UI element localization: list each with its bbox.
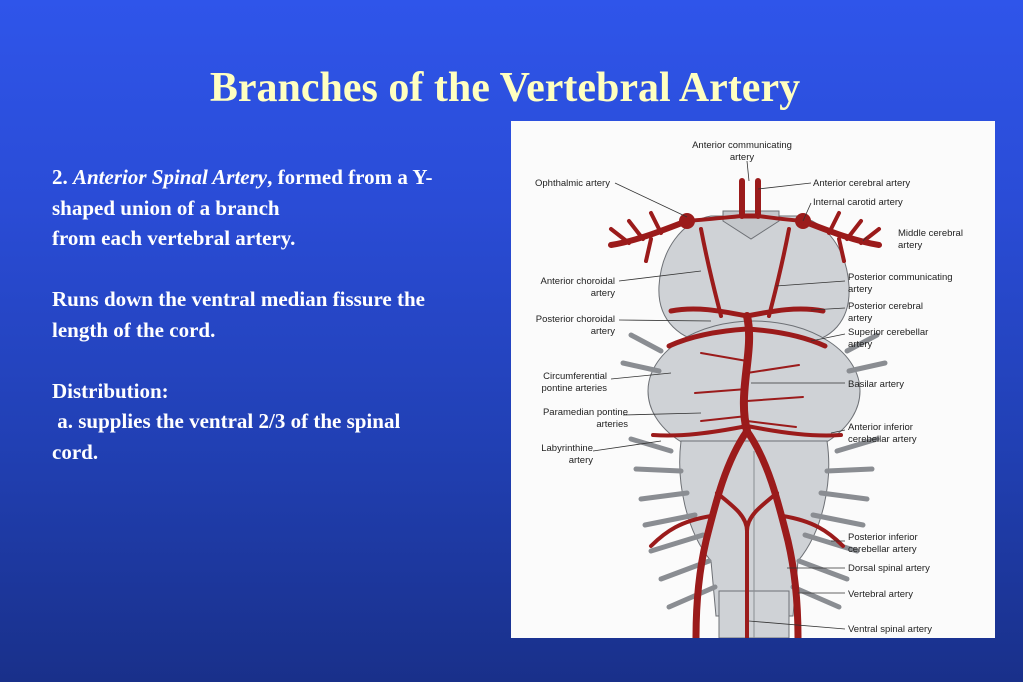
distribution-item-a-line-1: a. supplies the ventral 2/3 of the spinal [52, 409, 401, 433]
intro-line-3: from each vertebral artery. [52, 226, 296, 250]
brainstem-illustration [623, 211, 885, 638]
label-labyrinthine-line1: Labyrinthine [541, 443, 593, 454]
label-anterior-cerebral: Anterior cerebral artery [813, 178, 911, 189]
left-labels [535, 178, 628, 466]
label-labyrinthine-line2: artery [568, 455, 593, 466]
vertebral-artery-diagram [511, 121, 995, 638]
label-superior-cerebellar-line1: Superior cerebellar [848, 327, 929, 338]
label-anterior-communicating-line2: artery [729, 152, 755, 163]
label-anterior-communicating-line1: Anterior communicating [692, 140, 792, 151]
label-posterior-choroidal-line1: Posterior choroidal [535, 314, 615, 325]
label-circumferential-line1: Circumferential [543, 371, 607, 382]
label-anterior-choroidal-line2: artery [590, 288, 615, 299]
label-middle-cerebral-line2: artery [898, 240, 923, 251]
label-internal-carotid: Internal carotid artery [813, 197, 903, 208]
slide-title: Branches of the Vertebral Artery [209, 65, 801, 111]
label-anterior-choroidal-line1: Anterior choroidal [540, 276, 615, 287]
label-paramedian-line1: Paramedian pontine [542, 407, 628, 418]
label-posterior-inferior-cerebellar-line2: cerebellar artery [848, 544, 917, 555]
slide-body-text [52, 162, 512, 467]
label-middle-cerebral-line1: Middle cerebral [898, 228, 963, 239]
intro-line-1-rest: , formed from a Y- [267, 165, 433, 189]
label-superior-cerebellar-line2: artery [848, 339, 873, 350]
diagram-svg [511, 121, 995, 638]
course-line-1: Runs down the ventral median fissure the [52, 287, 425, 311]
label-posterior-choroidal-line2: artery [590, 326, 615, 337]
label-anterior-inferior-cerebellar-line1: Anterior inferior [848, 422, 913, 433]
distribution-item-a-line-2: cord. [52, 439, 99, 464]
label-posterior-cerebral-line1: Posterior cerebral [848, 301, 923, 312]
label-posterior-communicating-line2: artery [848, 284, 873, 295]
label-circumferential-line2: pontine arteries [541, 383, 607, 394]
label-ventral-spinal-artery: Ventral spinal artery [848, 624, 932, 635]
label-dorsal-spinal-artery: Dorsal spinal artery [848, 563, 930, 574]
artery-name: Anterior Spinal Artery [73, 165, 268, 189]
intro-line-2: shaped union of a branch [52, 195, 280, 220]
distribution-heading: Distribution: [52, 378, 169, 403]
label-vertebral-artery: Vertebral artery [848, 589, 913, 600]
intro-line-1 [52, 162, 512, 193]
top-label [692, 140, 792, 163]
label-posterior-communicating-line1: Posterior communicating [848, 272, 953, 283]
label-paramedian-line2: arteries [596, 419, 628, 430]
label-ophthalmic-artery: Ophthalmic artery [535, 178, 610, 189]
course-line-2: length of the cord. [52, 317, 216, 342]
label-posterior-cerebral-line2: artery [848, 313, 873, 324]
label-basilar-artery: Basilar artery [848, 379, 904, 390]
label-posterior-inferior-cerebellar-line1: Posterior inferior [848, 532, 918, 543]
item-number: 2. [52, 165, 68, 189]
label-anterior-inferior-cerebellar-line2: cerebellar artery [848, 434, 917, 445]
